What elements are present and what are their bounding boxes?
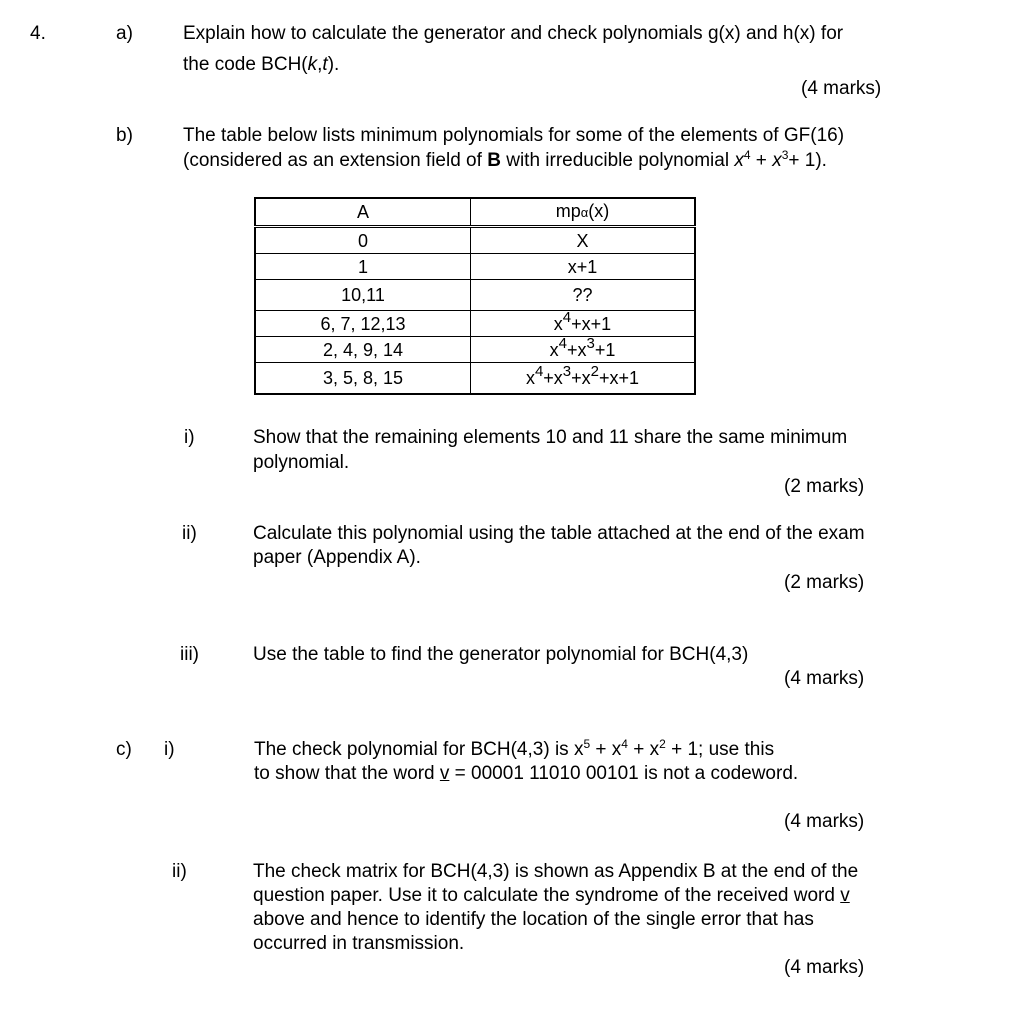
mp-part: +x — [543, 368, 563, 388]
part-b-iii-marks: (4 marks) — [784, 668, 865, 689]
question-number: 4. — [30, 23, 46, 44]
c-i-word-v: v — [439, 763, 450, 784]
part-c-ii-line3: above and hence to identify the location of the single error that has — [253, 909, 814, 930]
mp-exp: 3 — [562, 363, 572, 380]
mp-exp: 4 — [534, 363, 544, 380]
c-i-e5: 5 — [583, 737, 591, 751]
table-row — [255, 227, 695, 254]
table-row — [255, 311, 695, 337]
poly-plus1: + — [755, 150, 767, 171]
mp-part: +x — [566, 339, 587, 360]
part-b-label: b) — [116, 125, 133, 146]
mp-part: x — [549, 339, 559, 360]
row-a: 6, 7, 12,13 — [255, 311, 471, 337]
part-a-comma: , — [317, 54, 323, 75]
part-b-ii-line1: Calculate this polynomial using the table attached at the end of the exam — [253, 523, 865, 544]
c-i-e2: 2 — [659, 737, 666, 751]
mp-part: x — [525, 368, 535, 388]
part-b-ii-label: ii) — [182, 523, 197, 544]
c-ii-word-v: v — [840, 885, 850, 906]
part-c-i-label: i) — [164, 739, 175, 760]
part-c-i-line1 — [254, 738, 774, 762]
row-a: 10,11 — [255, 280, 471, 311]
min-poly-table — [254, 197, 696, 395]
mp-exp: 4 — [562, 308, 572, 326]
header-mp-suffix: (x) — [588, 201, 610, 221]
part-a-line1 — [183, 22, 843, 46]
part-b-line2-mid: with irreducible polynomial — [506, 150, 730, 171]
part-b-line1: The table below lists minimum polynomials for some of the elements of GF(16) — [183, 125, 845, 146]
table-row — [255, 363, 695, 395]
c-i-e4: 4 — [621, 737, 628, 751]
table-header-row — [255, 198, 695, 227]
row-a: 2, 4, 9, 14 — [255, 337, 471, 363]
mp-part: +x+1 — [599, 368, 640, 388]
mp-exp: 3 — [586, 334, 595, 352]
part-b-iii-line1: Use the table to find the generator polynomial for BCH(4,3) — [253, 644, 749, 665]
part-c-i-line2 — [254, 762, 798, 786]
poly-x1: x — [734, 150, 744, 171]
part-a-label: a) — [116, 23, 133, 44]
header-mp — [471, 198, 696, 227]
part-b-i-line1: Show that the remaining elements 10 and 11 share the same minimum — [253, 427, 848, 448]
poly-e2: 3 — [781, 148, 789, 162]
c-ii-line2-pre: question paper. Use it to calculate the syndrome of the received word — [253, 885, 835, 906]
part-a-line2 — [183, 53, 339, 77]
row-mp — [471, 308, 696, 337]
part-b-ii-line2: paper (Appendix A). — [253, 547, 421, 568]
part-a-text-gx: g(x) and h(x) for — [707, 23, 844, 44]
poly-x2: x — [772, 150, 782, 171]
poly-e1: 4 — [743, 148, 751, 162]
row-a: 0 — [255, 227, 471, 254]
row-a: 3, 5, 8, 15 — [255, 363, 471, 395]
part-a-text-prefix: Explain how to calculate the generator and check polynomials — [183, 23, 703, 44]
row-a: 1 — [255, 254, 471, 280]
mp-exp: 2 — [590, 363, 599, 380]
part-b-line2 — [183, 149, 827, 173]
table-row — [255, 337, 695, 363]
poly-end: + 1). — [788, 150, 827, 171]
part-c-ii-line1: The check matrix for BCH(4,3) is shown as Appendix B at the end of the — [253, 861, 859, 882]
row-mp — [471, 334, 696, 363]
row-mp: X — [471, 227, 696, 254]
part-a-k: k — [307, 54, 318, 75]
mp-part: +x — [571, 368, 591, 388]
mp-part: +x+1 — [571, 313, 612, 334]
part-c-ii-label: ii) — [172, 861, 187, 882]
part-b-ii-marks: (2 marks) — [784, 572, 865, 593]
part-b-line2-pre: (considered as an extension field of — [183, 150, 482, 171]
c-i-line1-pre: The check polynomial for BCH(4,3) is x — [254, 739, 584, 760]
row-mp: x+1 — [471, 254, 696, 280]
part-b-bold-b: B — [487, 150, 501, 171]
part-b-i-marks: (2 marks) — [784, 476, 865, 497]
c-i-plus-x: + x — [590, 739, 622, 760]
part-b-i-line2: polynomial. — [253, 452, 350, 473]
table-row — [255, 280, 695, 311]
part-c-ii-line2 — [253, 884, 850, 908]
row-mp — [471, 363, 696, 395]
table-row — [255, 254, 695, 280]
part-a-line2-post: ). — [327, 54, 340, 75]
header-mp-prefix: mp — [555, 201, 581, 221]
mp-part: x — [553, 313, 563, 334]
part-a-marks: (4 marks) — [801, 78, 882, 99]
c-i-line1-post: + 1; use this — [665, 739, 775, 760]
row-mp: ?? — [471, 280, 696, 311]
c-i-line2-post: = 00001 11010 00101 is not a codeword. — [454, 763, 799, 784]
part-c-i-marks: (4 marks) — [784, 811, 865, 832]
header-mp-sub: α — [580, 205, 589, 220]
part-a-line2-pre: the code BCH( — [183, 54, 308, 75]
part-b-i-label: i) — [184, 427, 195, 448]
part-a-t: t — [322, 54, 328, 75]
part-c-ii-marks: (4 marks) — [784, 957, 865, 978]
c-i-line2-pre: to show that the word — [254, 763, 435, 784]
mp-exp: 4 — [558, 334, 567, 352]
header-a: A — [255, 198, 471, 227]
part-b-iii-label: iii) — [180, 644, 199, 665]
part-c-ii-line4: occurred in transmission. — [253, 933, 465, 954]
mp-part: +1 — [594, 339, 616, 360]
part-c-label: c) — [116, 739, 132, 760]
c-i-plus-x2: + x — [627, 739, 660, 760]
